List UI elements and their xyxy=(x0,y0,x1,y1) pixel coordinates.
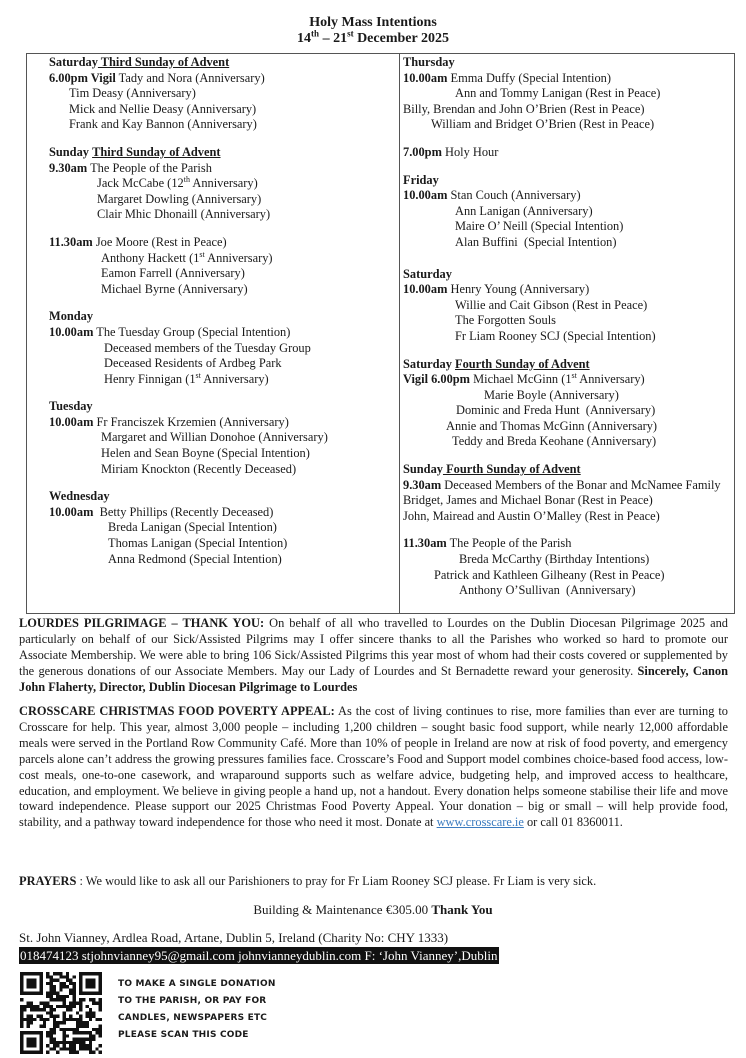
intention: The People of the Parish xyxy=(446,536,572,551)
intention: Tady and Nora (Anniversary) xyxy=(115,70,265,85)
intention: Thomas Lanigan (Special Intention) xyxy=(108,536,288,551)
date-start-suffix: th xyxy=(311,28,320,39)
parish-address: St. John Vianney, Ardlea Road, Artane, Dublin 5, Ireland (Charity No: CHY 1333) xyxy=(19,930,449,945)
intention: Michael Byrne (Anniversary) xyxy=(101,281,248,296)
intention: Eamon Farrell (Anniversary) xyxy=(101,266,245,281)
qr-line: TO THE PARISH, OR PAY FOR xyxy=(118,996,267,1006)
sunday-block xyxy=(49,145,394,223)
crosscare-link[interactable]: www.crosscare.ie xyxy=(436,815,524,830)
mass-time: 7.00pm xyxy=(403,144,442,159)
day-heading: Tuesday xyxy=(49,399,93,414)
prayers-notice xyxy=(19,874,728,890)
mass-time: 10.00am xyxy=(403,282,448,297)
mass-time: 10.00am xyxy=(49,414,94,429)
thank-you: Thank You xyxy=(431,902,493,917)
friday-block xyxy=(403,173,733,251)
intention: Ann Lanigan (Anniversary) xyxy=(455,203,593,218)
intention: Willie and Cait Gibson (Rest in Peace) xyxy=(455,297,648,312)
column-divider xyxy=(399,54,400,613)
intention: John, Mairead and Austin O’Malley (Rest in Peace) xyxy=(403,508,660,523)
qr-line: TO MAKE A SINGLE DONATION xyxy=(118,979,276,989)
collection-amount: Building & Maintenance €305.00 xyxy=(253,902,432,917)
left-column xyxy=(49,55,394,579)
page-title xyxy=(0,15,746,47)
wednesday-block xyxy=(49,489,394,567)
date-start: 14 xyxy=(297,31,312,46)
intention: Stan Couch (Anniversary) xyxy=(447,188,581,203)
intention: Ann and Tommy Lanigan (Rest in Peace) xyxy=(455,86,661,101)
intention: Miriam Knockton (Recently Deceased) xyxy=(101,461,297,476)
title-line: Holy Mass Intentions xyxy=(309,15,437,30)
intention: Deceased Residents of Ardbeg Park xyxy=(104,356,282,371)
monday-block xyxy=(49,309,394,387)
intention: Anthony O’Sullivan (Anniversary) xyxy=(459,583,636,598)
intention: Marie Boyle (Anniversary) xyxy=(484,387,619,402)
mass-intentions-table xyxy=(26,53,735,614)
mass-time: 10.00am xyxy=(49,504,94,519)
intention: Fr Franciszek Krzemien (Anniversary) xyxy=(93,414,289,429)
notice-body: On behalf of all who travelled to Lourdes on the Dublin Diocesan Pilgrimage 2025 and particularly on behalf of our Sick/Assisted Pilgrims may I offer sincere thanks to all the Parishes who worked so hard to promote our Associate Membership. We were able to bring 106 Sick/Assisted Pilgrims this year most of whom had their costs covered or supplemented by the generous donations of our Associate Members. May our Lady of Lourdes and St Bernadette reward your generosity. xyxy=(19,616,728,678)
intention: Alan Buffini (Special Intention) xyxy=(455,234,617,249)
feast-heading: Third Sunday of Advent xyxy=(97,55,230,69)
intention: Breda McCarthy (Birthday Intentions) xyxy=(459,552,650,567)
intention: Holy Hour xyxy=(441,144,499,159)
intention: Patrick and Kathleen Gilheany (Rest in Peace) xyxy=(434,567,665,582)
intention: Dominic and Freda Hunt (Anniversary) xyxy=(456,403,656,418)
intention: Clair Mhic Dhonaill (Anniversary) xyxy=(97,207,271,222)
intention: Deceased members of the Tuesday Group xyxy=(104,340,311,355)
mass-time: 11.30am xyxy=(403,536,447,551)
mass-time: 10.00am xyxy=(403,70,448,85)
notice-heading: PRAYERS xyxy=(19,874,77,888)
intention: Frank and Kay Bannon (Anniversary) xyxy=(69,117,257,132)
intention: Billy, Brendan and John O’Brien (Rest in Peace) xyxy=(403,101,645,116)
intention: Anthony Hackett (1st Anniversary) xyxy=(101,249,273,265)
intention: Deceased Members of the Bonar and McNamee Family xyxy=(441,477,721,492)
intention: Breda Lanigan (Special Intention) xyxy=(108,520,277,535)
intention: Fr Liam Rooney SCJ (Special Intention) xyxy=(455,328,656,343)
sunday-fourth-1130-block xyxy=(403,536,733,598)
date-end: 21 xyxy=(333,31,348,46)
intention: Henry Finnigan (1st Anniversary) xyxy=(104,370,269,386)
intention: The People of the Parish xyxy=(87,160,212,175)
day-heading: Saturday xyxy=(49,55,98,69)
feast-heading: Fourth Sunday of Advent xyxy=(455,356,590,371)
intention: Betty Phillips (Recently Deceased) xyxy=(93,504,274,519)
thursday-block xyxy=(403,55,733,133)
intention: Bridget, James and Michael Bonar (Rest in Peace) xyxy=(403,493,653,508)
notice-body: As the cost of living continues to rise, more families than ever are turning to Crosscare for help. This year, almost 3,000 people – including 1,200 children – sought basic food support, while nearly 12,000 affordable meals were served in the Portland Row Community Café. More than 10% of people in Ireland are now at risk of food poverty, and emergency parcels alone can’t address the growing pressures families face. Crosscare’s Food and Support model combines choice-based food access, low-cost meals, one-to-one casework, and wraparound supports such as welfare advice, budgeting help, and improved access to healthcare, education, and employment. We believe in giving people a hand up, not a handout. Every donation helps someone stabilise their life and move toward independence. Please support our 2025 Christmas Food Poverty Appeal. Your donation – big or small – will help provide food, stability, and a pathway toward independence for those who need it most. Donate at xyxy=(19,704,729,830)
intention: Margaret and Willian Donohoe (Anniversary) xyxy=(101,430,328,445)
qr-instructions xyxy=(118,976,276,1044)
intention: The Forgotten Souls xyxy=(455,313,556,328)
intention: Henry Young (Anniversary) xyxy=(447,282,590,297)
day-heading: Sunday xyxy=(49,144,89,159)
intention: Michael McGinn (1st Anniversary) xyxy=(470,370,645,387)
mass-time: 6.00pm Vigil xyxy=(49,70,116,85)
day-heading: Thursday xyxy=(403,55,455,69)
intention: Tim Deasy (Anniversary) xyxy=(69,86,196,101)
intention: Margaret Dowling (Anniversary) xyxy=(97,191,262,206)
intention: Teddy and Breda Keohane (Anniversary) xyxy=(452,434,657,449)
holy-hour-block xyxy=(403,145,733,161)
mass-time: 11.30am xyxy=(49,234,93,249)
day-heading: Sunday xyxy=(403,462,443,477)
sunday-1130-block xyxy=(49,235,394,297)
notice-tail: or call 01 8360011. xyxy=(523,815,623,830)
mass-time: Vigil 6.00pm xyxy=(403,372,471,387)
day-heading: Monday xyxy=(49,309,94,324)
notice-heading: CROSSCARE CHRISTMAS FOOD POVERTY APPEAL: xyxy=(19,704,335,718)
date-end-suffix: st xyxy=(347,28,354,39)
day-heading: Saturday xyxy=(403,356,452,371)
intention: Maire O’ Neill (Special Intention) xyxy=(455,219,624,234)
intention: The Tuesday Group (Special Intention) xyxy=(93,324,291,339)
feast-heading: Fourth Sunday of Advent xyxy=(442,462,581,477)
saturday-block xyxy=(403,267,733,345)
saturday-vigil-fourth-block xyxy=(403,357,733,451)
day-heading: Wednesday xyxy=(49,489,110,504)
notice-body: : We would like to ask all our Parishioners to pray for Fr Liam Rooney SCJ please. Fr Liam is very sick. xyxy=(76,874,597,888)
notice-signature: Sincerely, Canon John Flaherty, Director, Dublin Diocesan Pilgrimage to Lourdes xyxy=(19,663,728,694)
intention: William and Bridget O’Brien (Rest in Peace) xyxy=(431,117,655,132)
feast-heading: Third Sunday of Advent xyxy=(92,144,221,159)
right-column xyxy=(403,55,733,611)
intention: Annie and Thomas McGinn (Anniversary) xyxy=(446,418,658,433)
qr-code-icon[interactable] xyxy=(20,972,102,1054)
intention: Helen and Sean Boyne (Special Intention) xyxy=(101,446,310,461)
mass-time: 10.00am xyxy=(49,324,94,339)
intention: Mick and Nellie Deasy (Anniversary) xyxy=(69,101,257,116)
crosscare-notice xyxy=(19,704,728,831)
day-heading: Friday xyxy=(403,172,439,187)
date-month-year: December 2025 xyxy=(353,31,449,46)
contact-bar: 018474123 stjohnvianney95@gmail.com johnvianneydublin.com F: ‘John Vianney’,Dublin xyxy=(20,948,498,963)
mass-time: 9.30am xyxy=(403,477,442,492)
day-heading: Saturday xyxy=(403,266,452,281)
qr-line: CANDLES, NEWSPAPERS ETC xyxy=(118,1013,268,1023)
qr-line: PLEASE SCAN THIS CODE xyxy=(118,1030,249,1040)
saturday-vigil-block xyxy=(49,55,394,133)
intention: Joe Moore (Rest in Peace) xyxy=(92,234,227,249)
intention: Emma Duffy (Special Intention) xyxy=(447,70,611,85)
lourdes-notice xyxy=(19,616,728,696)
mass-time: 9.30am xyxy=(49,160,88,175)
tuesday-block xyxy=(49,399,394,477)
collection-line xyxy=(0,902,746,918)
notice-heading: LOURDES PILGRIMAGE – THANK YOU: xyxy=(19,616,265,630)
date-separator: – xyxy=(319,31,334,46)
date-range xyxy=(0,28,746,47)
intention: Jack McCabe (12th Anniversary) xyxy=(97,175,258,191)
mass-time: 10.00am xyxy=(403,188,448,203)
intention: Anna Redmond (Special Intention) xyxy=(108,551,282,566)
sunday-fourth-block xyxy=(403,462,733,524)
